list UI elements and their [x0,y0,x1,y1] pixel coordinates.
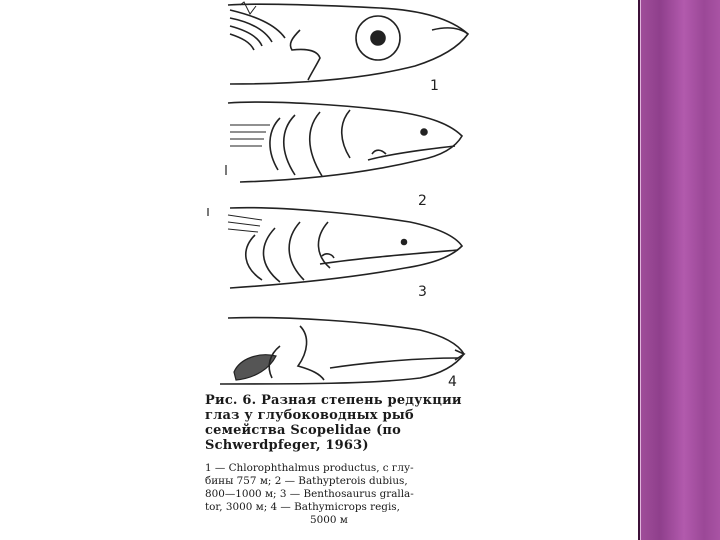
caption-line: 800—1000 м; 3 — Benthosaurus gralla- [205,488,414,500]
figure-label-1: 1 [430,78,439,94]
fish-drawing-4 [220,318,464,384]
fish-head-drawings [200,0,480,390]
caption-line: бины 757 м; 2 — Bathypterois dubius, [205,475,408,487]
fish-drawing-1 [228,2,468,84]
figure-label-4: 4 [448,374,457,390]
decorative-side-band [640,0,720,540]
caption-line: tor, 3000 м; 4 — Bathymicrops regis, [205,501,400,513]
caption-line: 1 — Chlorophthalmus productus, с глу- [205,462,414,474]
caption-line: 5000 м [310,514,348,526]
fish-drawing-3 [208,208,462,288]
figure-caption-title: Рис. 6. Разная степень редукции глаз у глубоководных рыб семейства Scopelidae (по Schwerdpfeger, 1963) [205,393,462,453]
figure-caption-notes [205,462,477,527]
fish-drawing-2 [226,102,462,182]
figure-label-2: 2 [418,193,427,209]
figure-label-3: 3 [418,284,427,300]
